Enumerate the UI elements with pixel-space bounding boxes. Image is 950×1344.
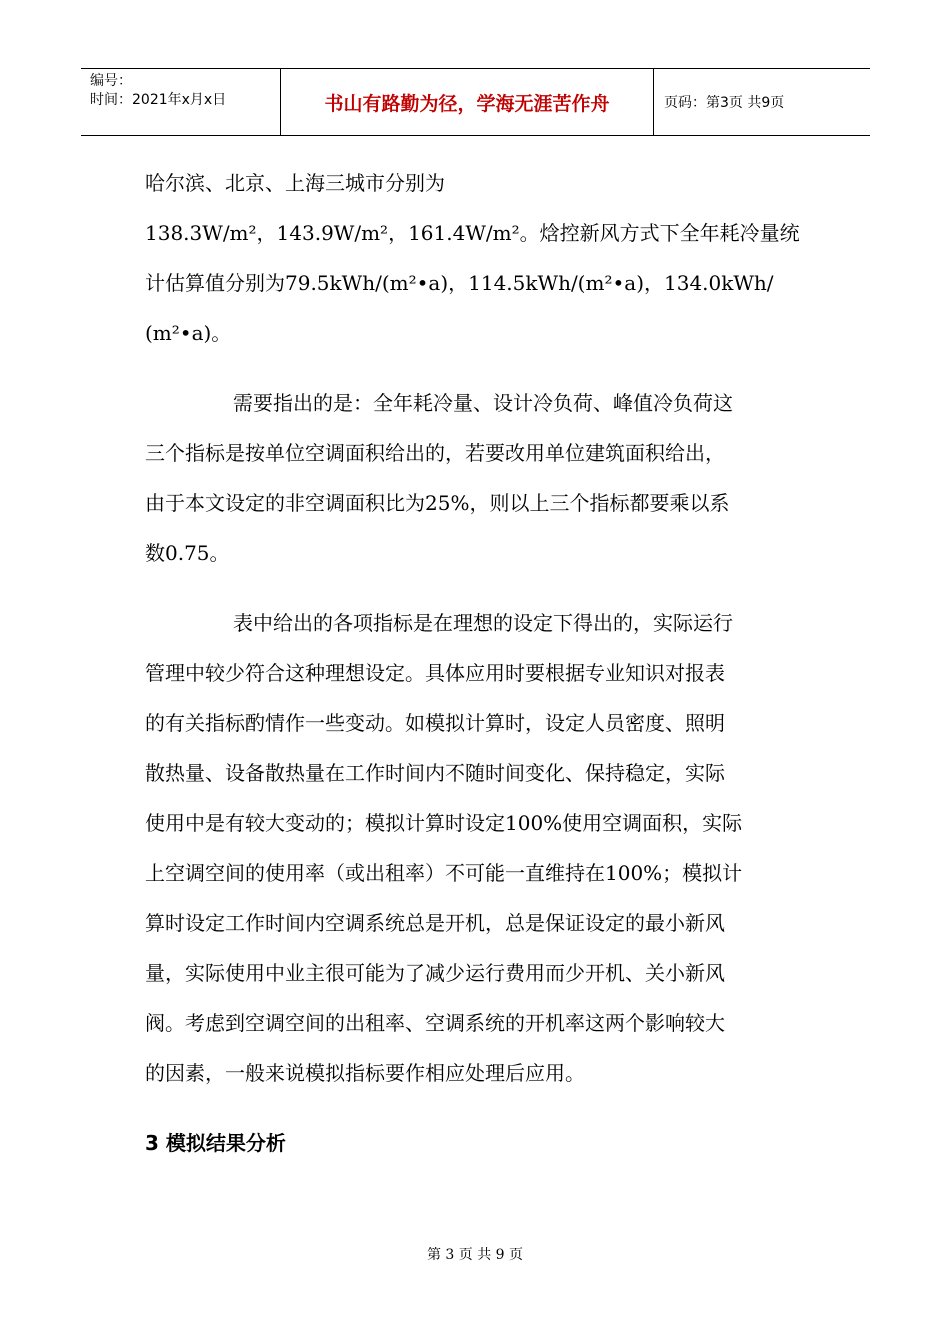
text-line: 计估算值分别为79.5kWh/(m²•a)，114.5kWh/(m²•a)，134.0kWh/ bbox=[145, 271, 774, 295]
text-line: 表中给出的各项指标是在理想的设定下得出的，实际运行 bbox=[233, 611, 733, 635]
text-line: 哈尔滨、北京、上海三城市分别为 bbox=[145, 171, 445, 195]
paragraph bbox=[145, 598, 795, 1098]
motto-cell bbox=[281, 69, 654, 135]
header-meta-cell bbox=[81, 69, 281, 135]
document-body bbox=[145, 158, 800, 1168]
time-label: 时间：2021年x月x日 bbox=[90, 92, 227, 108]
text-line: 138.3W/m²，143.9W/m²，161.4W/m²。焓控新风方式下全年耗冷量统 bbox=[145, 221, 800, 245]
page-info: 页码：第3页 共9页 bbox=[664, 95, 785, 111]
text-line: 需要指出的是：全年耗冷量、设计冷负荷、峰值冷负荷这 bbox=[233, 391, 733, 415]
header-table bbox=[81, 68, 870, 136]
text-line: 阀。考虑到空调空间的出租率、空调系统的开机率这两个影响较大 bbox=[145, 1011, 725, 1035]
text-line: 数0.75。 bbox=[145, 541, 230, 565]
page-info-cell bbox=[654, 69, 870, 135]
motto: 书山有路勤为径，学海无涯苦作舟 bbox=[324, 92, 610, 115]
text-line: 算时设定工作时间内空调系统总是开机，总是保证设定的最小新风 bbox=[145, 911, 725, 935]
code-label: 编号： bbox=[90, 73, 132, 89]
text-line: 量，实际使用中业主很可能为了减少运行费用而少开机、关小新风 bbox=[145, 961, 725, 985]
text-line: 散热量、设备散热量在工作时间内不随时间变化、保持稳定，实际 bbox=[145, 761, 725, 785]
section-heading: 3 模拟结果分析 bbox=[145, 1131, 286, 1155]
paragraph bbox=[145, 158, 800, 358]
text-line: 管理中较少符合这种理想设定。具体应用时要根据专业知识对报表 bbox=[145, 661, 725, 685]
page-footer: 第 3 页 共 9 页 bbox=[426, 1247, 524, 1263]
text-line: 由于本文设定的非空调面积比为25%，则以上三个指标都要乘以系 bbox=[145, 491, 730, 515]
text-line: 上空调空间的使用率（或出租率）不可能一直维持在100%；模拟计 bbox=[145, 861, 743, 885]
text-line: 三个指标是按单位空调面积给出的，若要改用单位建筑面积给出， bbox=[145, 441, 725, 465]
text-line: (m²•a)。 bbox=[145, 321, 232, 345]
text-line: 的因素，一般来说模拟指标要作相应处理后应用。 bbox=[145, 1061, 585, 1085]
text-line: 的有关指标酌情作一些变动。如模拟计算时，设定人员密度、照明 bbox=[145, 711, 725, 735]
text-line: 使用中是有较大变动的；模拟计算时设定100%使用空调面积，实际 bbox=[145, 811, 743, 835]
paragraph bbox=[145, 378, 795, 578]
